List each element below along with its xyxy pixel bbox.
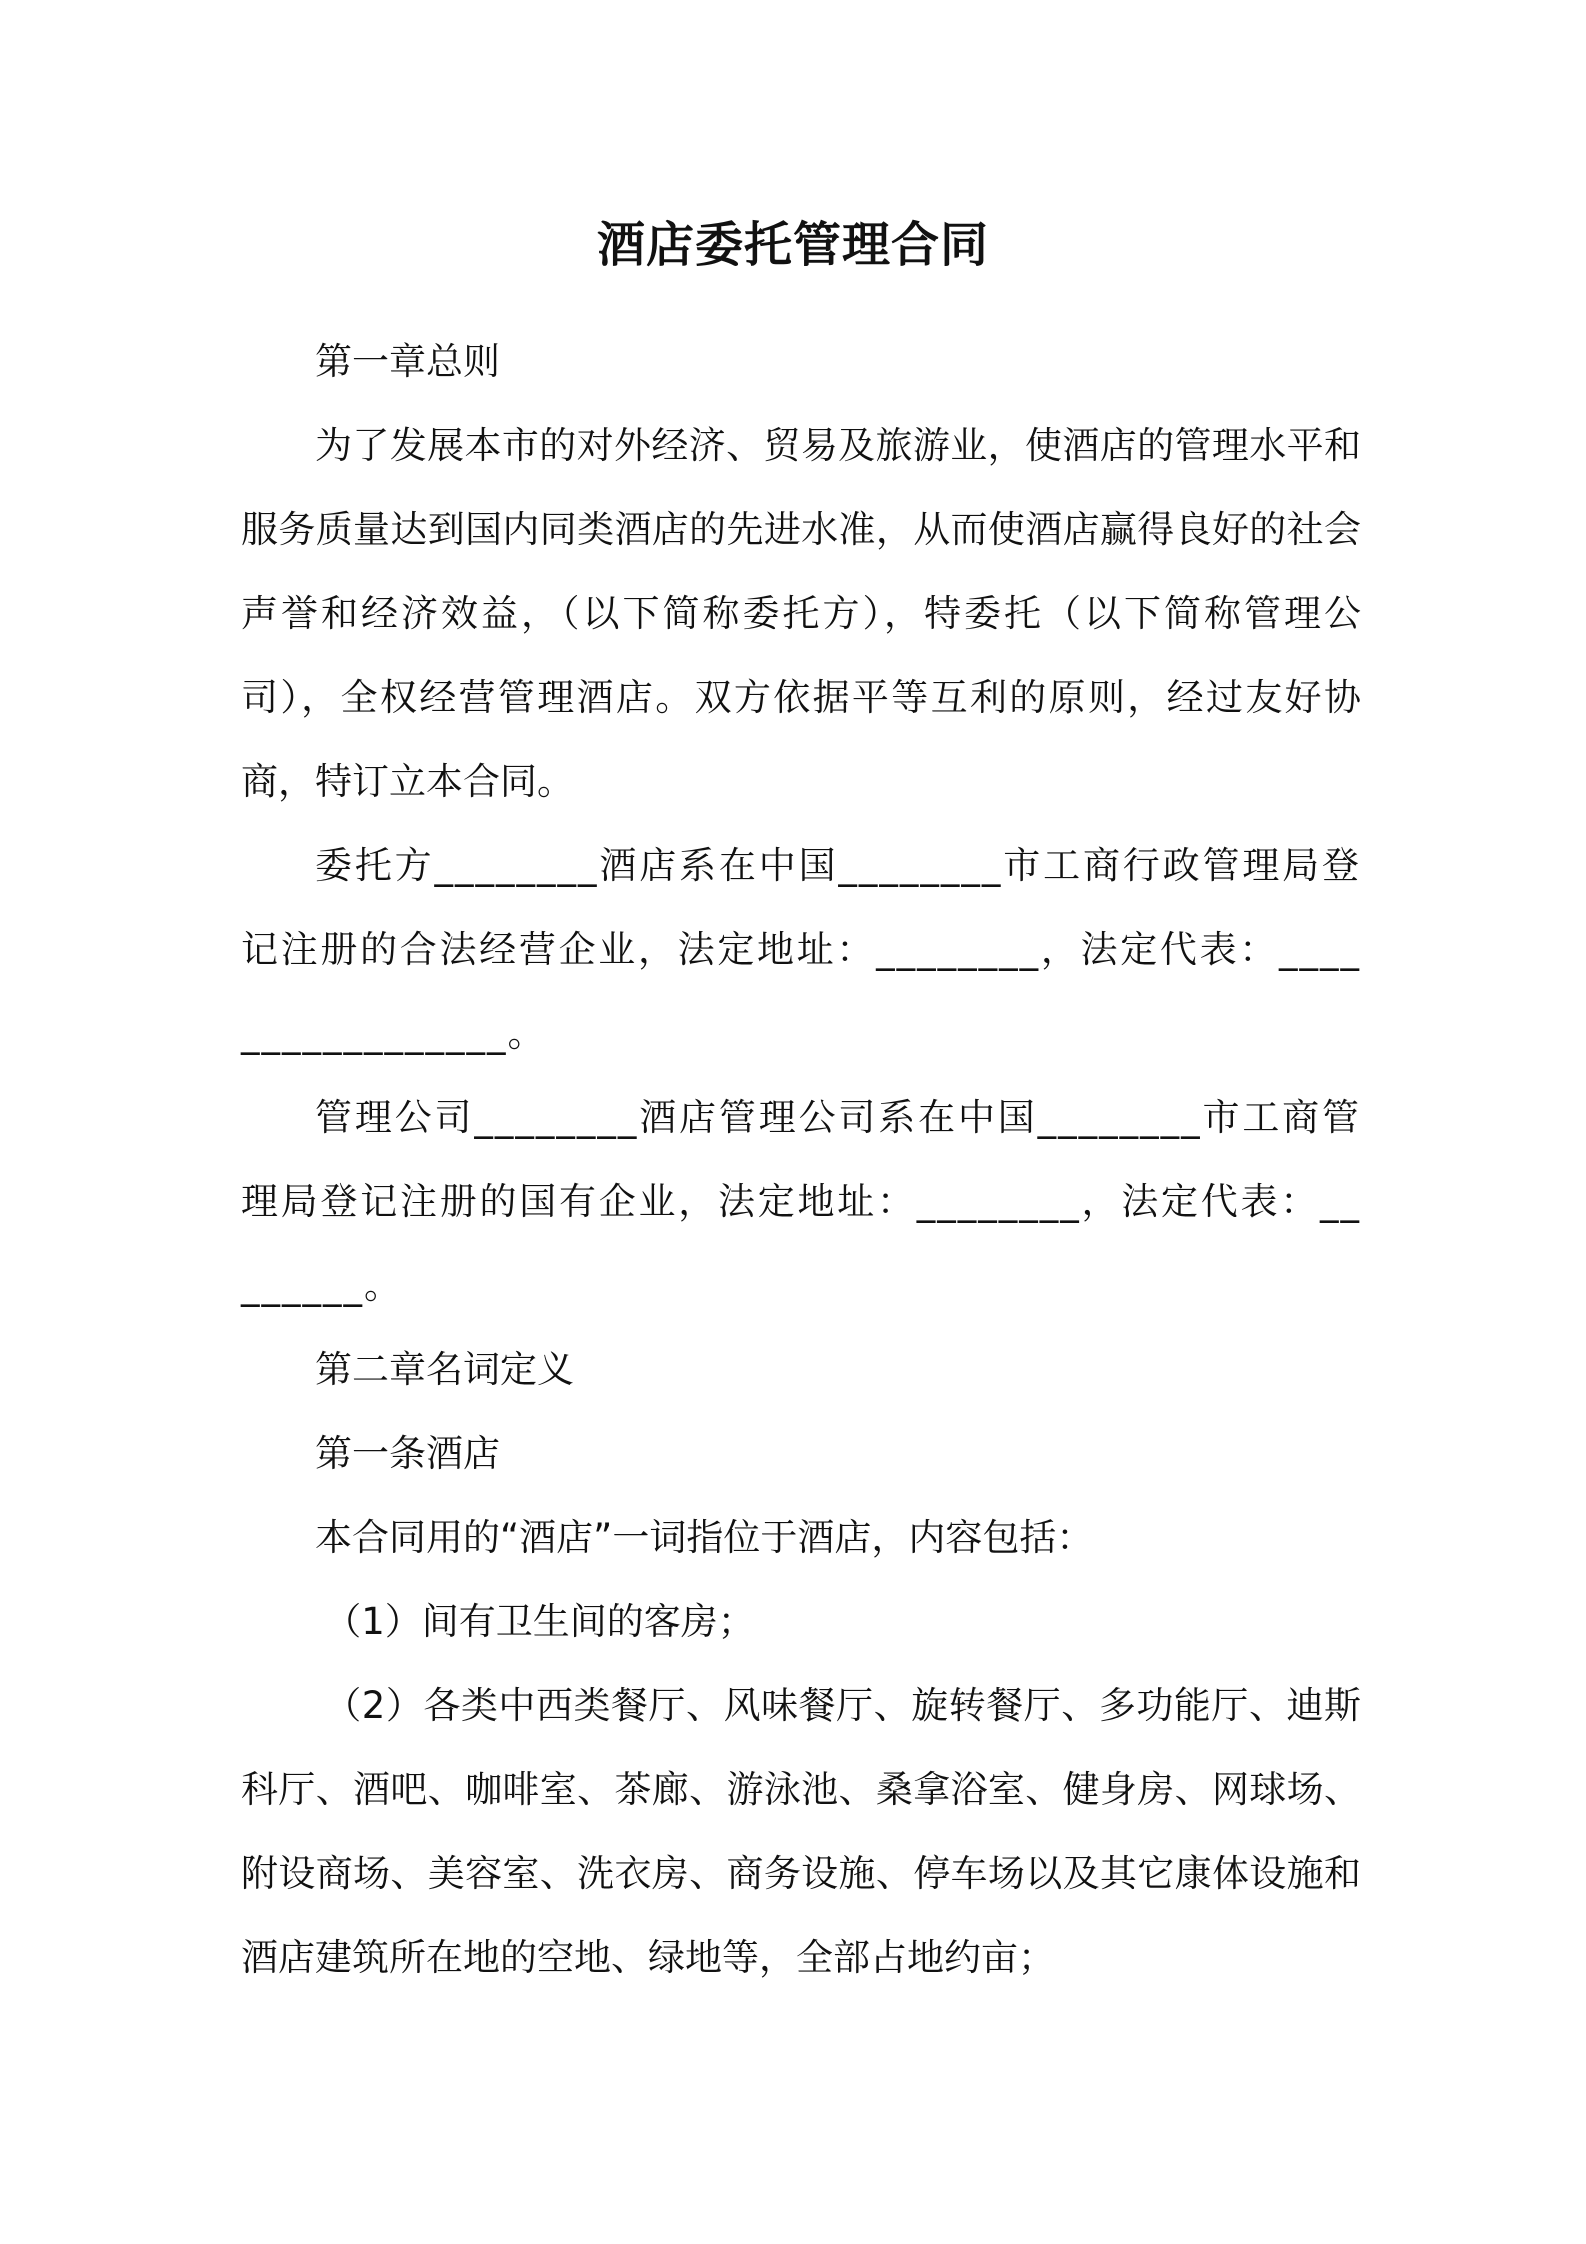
chapter-heading: 第二章名词定义 [315,1348,574,1391]
management-party-paragraph: 管理公司________酒店管理公司系在中国________市工商管理局登记注册的国有企业，法定地址：________，法定代表：________。 [241,1096,1361,1307]
list-item: （1）间有卫生间的客房； [324,1600,755,1643]
preamble-paragraph: 为了发展本市的对外经济、贸易及旅游业，使酒店的管理水平和服务质量达到国内同类酒店的先进水准，从而使酒店赢得良好的社会声誉和经济效益，（以下简称委托方），特委托（以下简称管理公司），全权经营管理酒店。双方依据平等互利的原则，经过友好协商，特订立本合同。 [241,424,1361,803]
definition-paragraph: 本合同用的“酒店”一词指位于酒店，内容包括： [315,1516,1094,1559]
article-heading: 第一条酒店 [315,1432,500,1475]
document-title: 酒店委托管理合同 [596,217,989,273]
document-body [241,320,1361,2000]
list-item: （2）各类中西类餐厅、风味餐厅、旋转餐厅、多功能厅、迪斯科厅、酒吧、咖啡室、茶廊、游泳池、桑拿浴室、健身房、网球场、附设商场、美容室、洗衣房、商务设施、停车场以及其它康体设施和酒店建筑所在地的空地、绿地等，全部占地约亩； [241,1684,1361,1979]
chapter-heading: 第一章总则 [315,340,500,383]
client-party-paragraph: 委托方________酒店系在中国________市工商行政管理局登记注册的合法经营企业，法定地址：________，法定代表：_________________。 [241,844,1361,1055]
